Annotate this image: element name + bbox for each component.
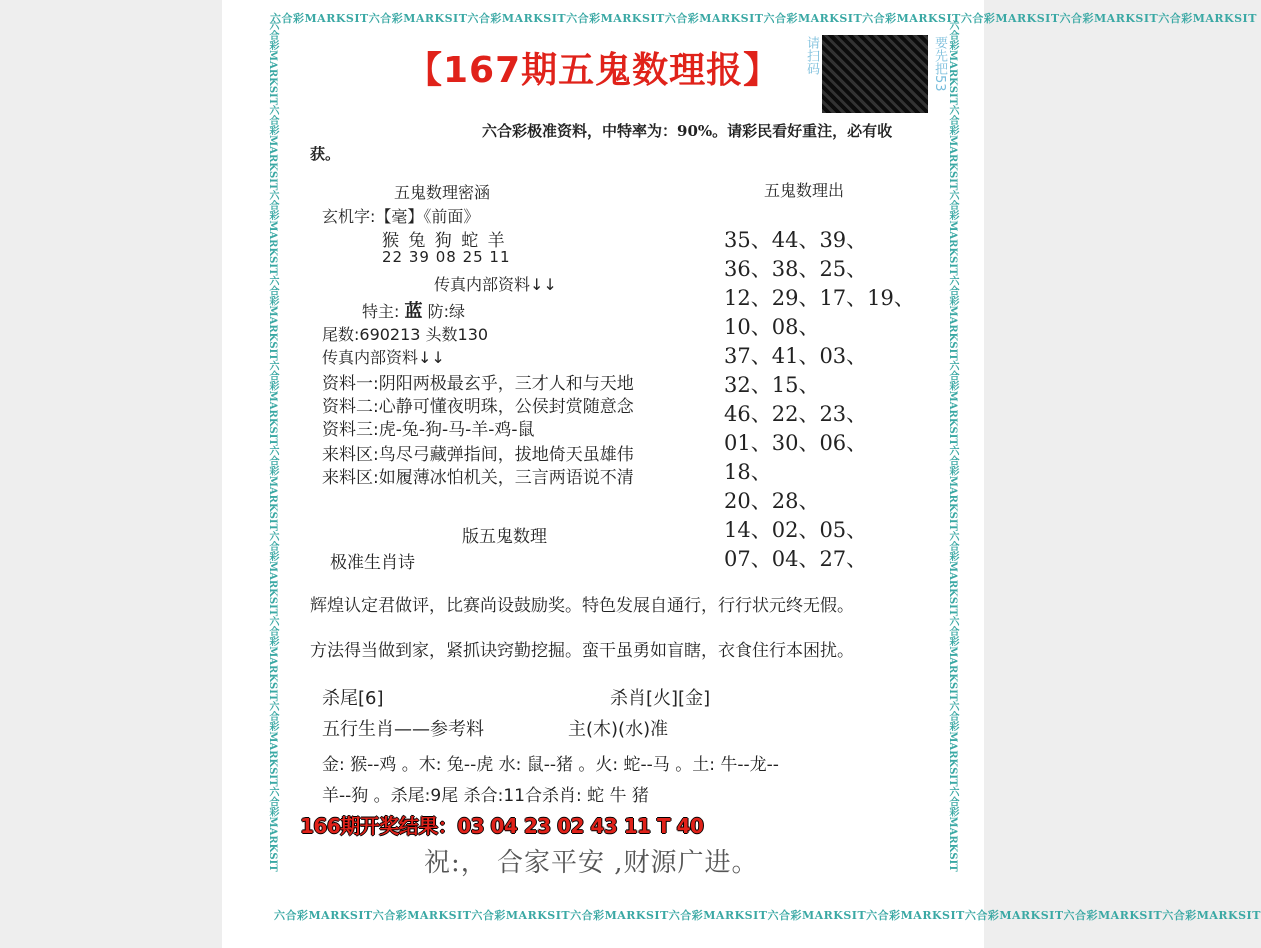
mystery-word: 玄机字:【毫】《前面》 bbox=[322, 207, 480, 226]
decorative-border-left: 六合彩MARKSIT六合彩MARKSIT六合彩MARKSIT六合彩MARKSIT六合彩MARKSIT六合彩MARKSIT六合彩MARKSIT六合彩MARKSIT六合彩MARKSIT六合彩MARKSIT bbox=[267, 20, 278, 872]
reference-line: 来料区:鸟尽弓藏弹指间，拔地倚天虽雄伟 bbox=[322, 445, 634, 465]
kill-tail: 杀尾[6] bbox=[322, 688, 384, 709]
fax-header-1: 传真内部资料↓↓ bbox=[434, 275, 557, 294]
right-section-heading: 五鬼数理出 bbox=[764, 181, 845, 200]
number-row: 20、28、 bbox=[724, 489, 820, 513]
left-section-heading: 五鬼数理密涵 bbox=[394, 183, 491, 202]
qr-code-image bbox=[822, 35, 928, 113]
intro-line-1: 六合彩极准资料，中特率为：90%。请彩民看好重注，必有收 bbox=[482, 122, 893, 140]
special-main-color: 蓝 bbox=[404, 301, 423, 322]
number-row: 01、30、06、 bbox=[724, 431, 868, 455]
poem-title: 极准生肖诗 bbox=[330, 553, 415, 573]
poem-line-1: 辉煌认定君做评，比赛尚设鼓励奖。特色发展自通行，行行状元终无假。 bbox=[310, 596, 854, 616]
number-row: 36、38、25、 bbox=[724, 257, 868, 281]
zodiac-list: 猴 兔 狗 蛇 羊 bbox=[382, 231, 507, 251]
reference-line: 资料一:阴阳两极最玄乎，三才人和与天地 bbox=[322, 374, 634, 394]
special-guard-color: 防:绿 bbox=[422, 302, 465, 321]
kill-zodiac: 杀肖[火][金] bbox=[610, 688, 711, 709]
number-row: 10、08、 bbox=[724, 315, 820, 339]
newspaper-sheet bbox=[222, 0, 1261, 948]
reference-line: 来料区:如履薄冰怕机关，三言两语说不清 bbox=[322, 468, 634, 488]
qr-caption-left: 请扫码 bbox=[804, 36, 819, 75]
main-elements: 主(木)(水)准 bbox=[568, 719, 669, 740]
elements-line-1: 金: 猴--鸡 。木: 兔--虎 水: 鼠--猪 。火: 蛇--马 。土: 牛--龙-- bbox=[322, 755, 779, 775]
special-main bbox=[362, 297, 465, 323]
decorative-border-bottom: 六合彩MARKSIT六合彩MARKSIT六合彩MARKSIT六合彩MARKSIT六合彩MARKSIT六合彩MARKSIT六合彩MARKSIT六合彩MARKSIT六合彩MARKSIT六合彩MARKSIT bbox=[274, 909, 1261, 922]
elements-line-2: 羊--狗 。杀尾:9尾 杀合:11合杀肖: 蛇 牛 猪 bbox=[322, 786, 649, 806]
tail-head-numbers: 尾数:690213 头数130 bbox=[322, 325, 489, 344]
number-row: 35、44、39、 bbox=[724, 228, 868, 252]
intro-line-2: 获。 bbox=[310, 145, 341, 163]
decorative-border-right: 六合彩MARKSIT六合彩MARKSIT六合彩MARKSIT六合彩MARKSIT六合彩MARKSIT六合彩MARKSIT六合彩MARKSIT六合彩MARKSIT六合彩MARKSIT六合彩MARKSIT bbox=[947, 20, 958, 872]
special-main-label: 特主: bbox=[362, 302, 405, 321]
decorative-border-top: 六合彩MARKSIT六合彩MARKSIT六合彩MARKSIT六合彩MARKSIT六合彩MARKSIT六合彩MARKSIT六合彩MARKSIT六合彩MARKSIT六合彩MARKSIT六合彩MARKSIT bbox=[270, 12, 1257, 25]
number-row: 12、29、17、19、 bbox=[724, 286, 915, 310]
blessing-text: 祝:， 合家平安 ,财源广进。 bbox=[424, 848, 759, 878]
reference-line: 资料二:心静可懂夜明珠，公侯封赏随意念 bbox=[322, 397, 634, 417]
qr-caption-right: 要先把53 bbox=[932, 36, 947, 92]
number-row: 07、04、27、 bbox=[724, 547, 868, 571]
zodiac-numbers: 22 39 08 25 11 bbox=[382, 248, 511, 266]
draw-result: 166期开奖结果：03 04 23 02 43 11 T 40 bbox=[300, 814, 704, 838]
number-row: 32、15、 bbox=[724, 373, 820, 397]
number-row: 18、 bbox=[724, 460, 772, 484]
version-title: 版五鬼数理 bbox=[462, 527, 547, 547]
fax-header-2: 传真内部资料↓↓ bbox=[322, 348, 445, 367]
poem-line-2: 方法得当做到家，紧抓诀窍勤挖掘。蛮干虽勇如盲瞎，衣食住行本困扰。 bbox=[310, 641, 854, 661]
number-row: 37、41、03、 bbox=[724, 344, 868, 368]
number-row: 14、02、05、 bbox=[724, 518, 868, 542]
reference-line: 资料三:虎-兔-狗-马-羊-鸡-鼠 bbox=[322, 420, 535, 440]
five-elements-title: 五行生肖——参考料 bbox=[322, 719, 484, 740]
number-row: 46、22、23、 bbox=[724, 402, 868, 426]
page-title: 【167期五鬼数理报】 bbox=[406, 50, 781, 91]
